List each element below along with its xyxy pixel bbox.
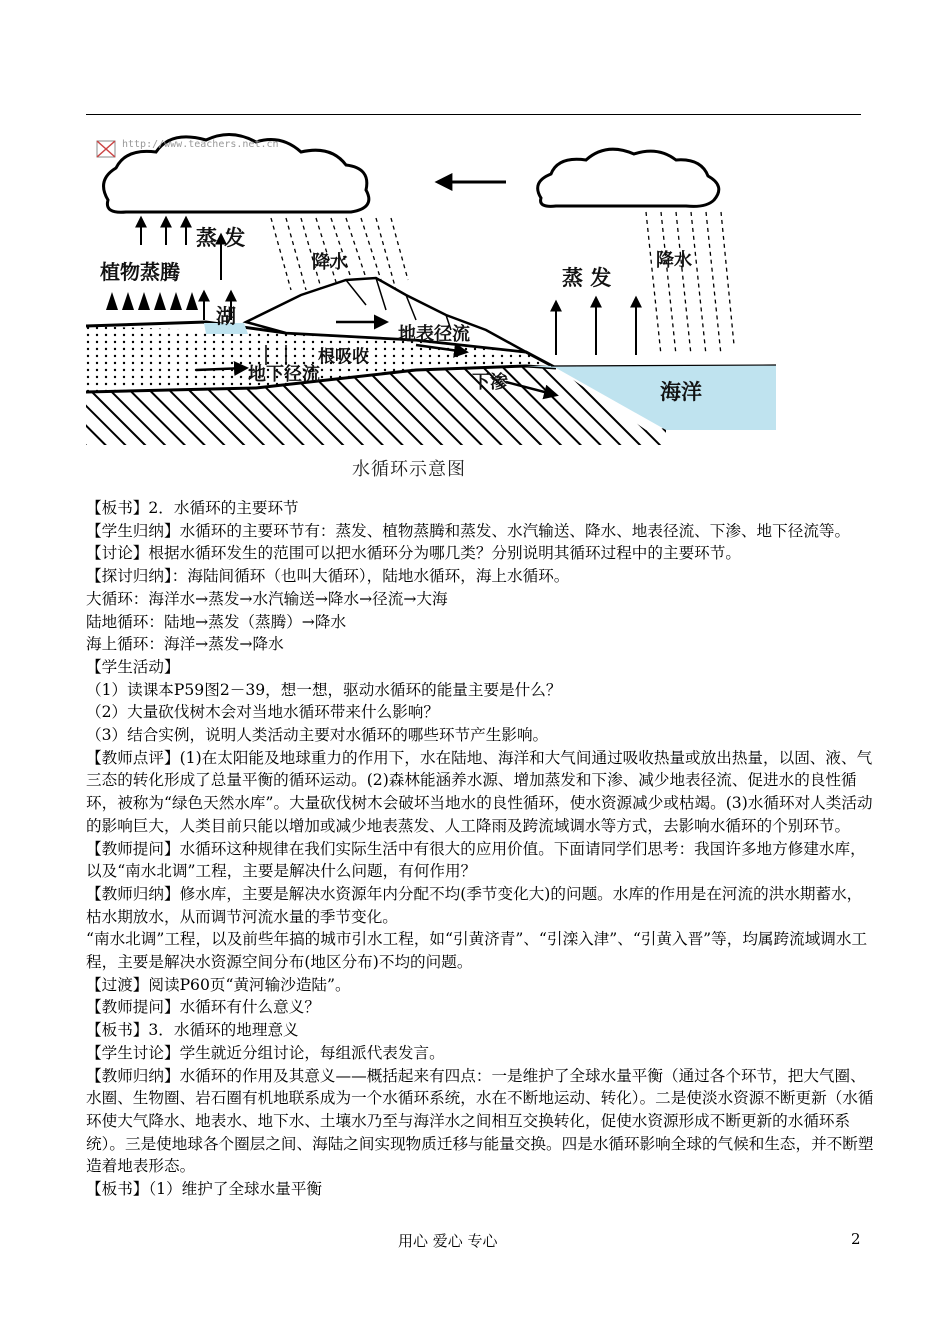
paragraph: （1）读课本P59图2－39，想一想，驱动水循环的能量主要是什么？ <box>86 680 562 699</box>
paragraph: 大循环：海洋水→蒸发→水汽输送→降水→径流→大海 <box>86 589 448 608</box>
paragraph: 【教师归纳】修水库，主要是解决水资源年内分配不均(季节变化大)的问题。水库的作用是在河流的洪水期蓄水，枯水期放水，从而调节河流水量的季节变化。 <box>86 884 863 926</box>
header-rule <box>86 114 861 115</box>
figure-caption: 水循环示意图 <box>352 459 466 480</box>
paragraph: 【学生活动】 <box>86 657 180 676</box>
paragraph: 【教师归纳】水循环的作用及其意义——概括起来有四点：一是维护了全球水量平衡（通过各个环节，把大气圈、水圈、生物圈、岩石圈有机地联系成为一个水循环系统，水在不断地运动、转化）。二是使淡水资源不断更新（水循环使大气降水、地表水、地下水、土壤水乃至与海洋水之间相互交换转化，促使水资源形成不断更新的水循环系统）。三是使地球各个圈层之间、海陆之间实现物质迁移与能量交换。四是水循环影响全球的气候和生态，并不断塑造着地表形态。 <box>86 1066 874 1176</box>
label-evaporation-right: 蒸 发 <box>562 266 612 290</box>
paragraph: 【教师提问】水循环有什么意义？ <box>86 998 320 1017</box>
paragraph: 【过渡】阅读P60页“黄河输沙造陆”。 <box>86 975 351 994</box>
paragraph: 【探讨归纳】：海陆间循环（也叫大循环），陆地水循环，海上水循环。 <box>86 567 570 586</box>
label-ocean: 海洋 <box>660 380 702 404</box>
cloud-right <box>538 149 719 206</box>
footer-motto: 用心 爱心 专心 <box>398 1232 498 1250</box>
paragraph: 【板书】2．水循环的主要环节 <box>86 499 299 517</box>
watermark-icon <box>96 140 116 158</box>
page-number: 2 <box>851 1230 861 1248</box>
paragraph: 【板书】3．水循环的地理意义 <box>86 1021 299 1040</box>
label-lake: 湖 <box>216 304 236 328</box>
label-surface-runoff: 地表径流 <box>398 324 470 345</box>
paragraph: 【学生讨论】学生就近分组讨论，每组派代表发言。 <box>86 1043 445 1062</box>
paragraph: 【学生归纳】水循环的主要环节有：蒸发、植物蒸腾和蒸发、水汽输送、降水、地表径流、下渗、地下径流等。 <box>86 521 851 540</box>
paragraph: （3）结合实例，说明人类活动主要对水循环的哪些环节产生影响。 <box>86 726 549 745</box>
label-root-absorption: 根吸收 <box>318 347 369 367</box>
paragraph: 【讨论】根据水循环发生的范围可以把水循环分为哪几类？分别说明其循环过程中的主要环节。 <box>86 544 741 563</box>
paragraph: “南水北调”工程，以及前些年搞的城市引水工程，如“引黄济青”、“引滦入津”、“引黄入晋”等，均属跨流域调水工程，主要是解决水资源空间分布(地区分布)不均的问题。 <box>86 930 868 972</box>
paragraph: 陆地循环：陆地→蒸发（蒸腾）→降水 <box>86 612 347 631</box>
label-evaporation-left: 蒸 发 <box>196 226 246 250</box>
label-infiltration: 下渗 <box>472 372 508 393</box>
label-transpiration: 植物蒸腾 <box>100 260 180 284</box>
watermark-text: http://www.teachers.net.cn <box>122 139 279 150</box>
paragraph: 【教师点评】(1)在太阳能及地球重力的作用下，水在陆地、海洋和大气间通过吸收热量或放出热量，以固、液、气三态的转化形成了总量平衡的循环运动。(2)森林能涵养水源、增加蒸发和下渗、减少地表径流、促进水的良性循环，被称为“绿色天然水库”。大量砍伐树木会破坏当地水的良性循环，使水资源减少或枯竭。(3)水循环对人类活动的影响巨大，人类目前只能以增加或减少地表蒸发、人工降雨及跨流域调水等方式，去影响水循环的个别环节。 <box>86 748 873 835</box>
label-precipitation-left: 降水 <box>312 252 348 273</box>
body-text <box>86 497 876 1201</box>
label-precipitation-right: 降水 <box>656 250 692 271</box>
paragraph: 海上循环：海洋→蒸发→降水 <box>86 635 284 654</box>
paragraph: 【板书】（1）维护了全球水量平衡 <box>86 1180 323 1199</box>
label-groundwater-runoff: 地下径流 <box>248 364 320 385</box>
paragraph: 【教师提问】水循环这种规律在我们实际生活中有很大的应用价值。下面请同学们思考：我国许多地方修建水库，以及“南水北调”工程，主要是解决什么问题，有何作用？ <box>86 839 866 881</box>
paragraph: （2）大量砍伐树木会对当地水循环带来什么影响？ <box>86 703 439 722</box>
